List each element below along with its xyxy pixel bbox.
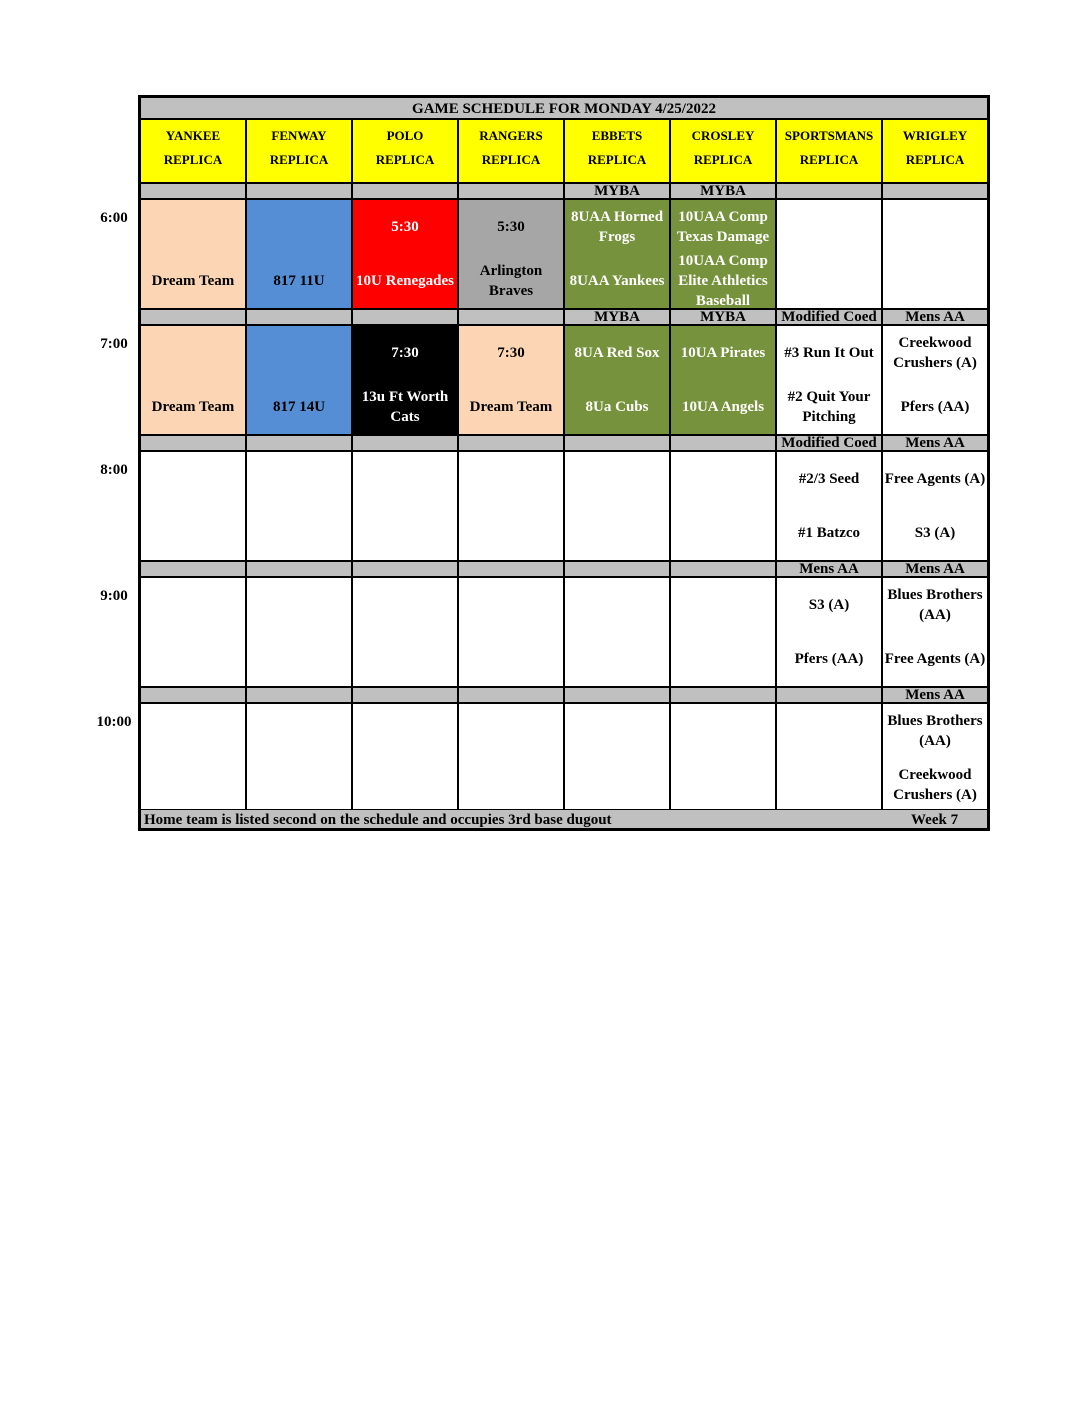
game-bottom: 8UAA Yankees [569, 273, 665, 289]
game-cell [352, 577, 458, 687]
game-bottom [247, 636, 351, 682]
division-label: MYBA [564, 309, 670, 325]
division-label [352, 561, 458, 577]
game-bottom: S3 (A) [914, 525, 956, 541]
game-top [247, 456, 351, 502]
game-cell [776, 199, 882, 309]
division-label [246, 561, 352, 577]
game-top: S3 (A) [808, 597, 850, 613]
game-bottom [141, 762, 245, 808]
game-top [141, 204, 245, 250]
game-cell [882, 451, 988, 561]
game-cell [670, 199, 776, 309]
division-label [670, 561, 776, 577]
game-top [883, 204, 987, 250]
game-cell [352, 199, 458, 309]
game-top: Blues Brothers (AA) [887, 587, 983, 623]
game-cell [140, 325, 246, 435]
division-label: MYBA [564, 183, 670, 199]
game-cell [882, 703, 988, 813]
game-bottom [353, 762, 457, 808]
field-header [246, 119, 352, 183]
game-cell [140, 451, 246, 561]
game-top [459, 456, 563, 502]
field-name: EBBETS [591, 128, 643, 143]
time-label: 9:00 [100, 588, 128, 604]
schedule-table [138, 95, 990, 831]
game-cell [564, 577, 670, 687]
game-cell [776, 577, 882, 687]
division-label [246, 183, 352, 199]
game-bottom [565, 510, 669, 556]
game-top: 10UAA Comp Texas Damage [676, 209, 770, 245]
game-top [247, 708, 351, 754]
field-name: RANGERS [479, 128, 543, 143]
division-label: Mens AA [882, 435, 988, 451]
division-label [564, 561, 670, 577]
game-bottom: Dream Team [151, 399, 235, 415]
game-bottom [459, 636, 563, 682]
division-label [564, 687, 670, 703]
field-replica: REPLICA [905, 152, 965, 167]
division-label [352, 435, 458, 451]
schedule-title: GAME SCHEDULE FOR MONDAY 4/25/2022 [140, 97, 988, 119]
game-cell [776, 451, 882, 561]
division-label [246, 309, 352, 325]
game-bottom: 817 14U [272, 399, 326, 415]
time-label: 6:00 [100, 210, 128, 226]
game-top [247, 582, 351, 628]
game-top: 5:30 [391, 219, 419, 235]
game-cell [140, 577, 246, 687]
game-cell [246, 577, 352, 687]
game-bottom [565, 636, 669, 682]
game-cell [458, 325, 564, 435]
footer-note: Home team is listed second on the schedule and occupies 3rd base dugout [144, 812, 612, 828]
game-cell [564, 325, 670, 435]
game-cell [564, 199, 670, 309]
game-bottom [671, 762, 775, 808]
division-label [776, 183, 882, 199]
field-replica: REPLICA [481, 152, 541, 167]
division-label: Modified Coed [776, 309, 882, 325]
field-name: YANKEE [165, 128, 221, 143]
division-label [458, 183, 564, 199]
field-name: WRIGLEY [902, 128, 968, 143]
game-bottom [777, 258, 881, 304]
division-label [352, 183, 458, 199]
game-bottom: #2 Quit Your Pitching [787, 389, 871, 425]
game-top [565, 456, 669, 502]
division-label [670, 435, 776, 451]
field-name: SPORTSMANS [784, 128, 874, 143]
division-label [458, 309, 564, 325]
division-label [670, 687, 776, 703]
field-replica: REPLICA [693, 152, 753, 167]
game-bottom [777, 762, 881, 808]
game-top [777, 708, 881, 754]
game-bottom: Pfers (AA) [794, 651, 864, 667]
game-bottom: 817 11U [273, 273, 325, 289]
division-label: Mens AA [882, 687, 988, 703]
game-top [247, 204, 351, 250]
division-label [564, 435, 670, 451]
game-cell [246, 451, 352, 561]
game-bottom [459, 762, 563, 808]
division-label [140, 435, 246, 451]
division-label [458, 561, 564, 577]
game-top: 10UA Pirates [680, 345, 766, 361]
schedule-footer [140, 809, 988, 829]
field-name: CROSLEY [691, 128, 755, 143]
field-replica: REPLICA [587, 152, 647, 167]
division-label [882, 183, 988, 199]
division-label [140, 183, 246, 199]
field-header [352, 119, 458, 183]
division-label: MYBA [670, 183, 776, 199]
game-bottom: Dream Team [469, 399, 553, 415]
game-cell [458, 451, 564, 561]
division-label [352, 687, 458, 703]
game-cell [776, 325, 882, 435]
field-replica: REPLICA [269, 152, 329, 167]
game-top: 5:30 [497, 219, 525, 235]
division-label: MYBA [670, 309, 776, 325]
field-replica: REPLICA [163, 152, 223, 167]
game-top [141, 330, 245, 376]
game-top: Free Agents (A) [884, 471, 986, 487]
division-label [352, 309, 458, 325]
division-label [246, 687, 352, 703]
game-bottom [883, 258, 987, 304]
game-bottom [353, 636, 457, 682]
footer-week: Week 7 [911, 812, 959, 828]
game-top [565, 582, 669, 628]
game-cell [352, 451, 458, 561]
field-name: POLO [386, 128, 424, 143]
game-bottom: Dream Team [151, 273, 235, 289]
game-cell [776, 703, 882, 813]
game-cell [670, 577, 776, 687]
game-cell [246, 199, 352, 309]
game-top: #2/3 Seed [798, 471, 860, 487]
game-bottom [141, 636, 245, 682]
game-cell [670, 451, 776, 561]
field-header [564, 119, 670, 183]
game-bottom [141, 510, 245, 556]
game-cell [352, 703, 458, 813]
game-top [353, 456, 457, 502]
division-label: Mens AA [882, 309, 988, 325]
game-bottom [353, 510, 457, 556]
game-top [353, 708, 457, 754]
division-label: Mens AA [776, 561, 882, 577]
game-top [565, 708, 669, 754]
game-cell [882, 199, 988, 309]
game-bottom: Arlington Braves [479, 263, 543, 299]
game-bottom: Free Agents (A) [884, 651, 986, 667]
division-label [458, 435, 564, 451]
game-top: 7:30 [497, 345, 525, 361]
game-bottom: 10UAA Comp Elite Athletics Baseball [678, 253, 768, 309]
division-label: Mens AA [882, 561, 988, 577]
game-cell [882, 577, 988, 687]
game-cell [246, 325, 352, 435]
game-bottom: 10UA Angels [681, 399, 765, 415]
division-label [246, 435, 352, 451]
game-top [671, 456, 775, 502]
game-top [459, 582, 563, 628]
division-label: Modified Coed [776, 435, 882, 451]
game-bottom: 10U Renegades [356, 273, 454, 289]
game-cell [458, 199, 564, 309]
field-header [776, 119, 882, 183]
game-top [141, 708, 245, 754]
game-bottom: 13u Ft Worth Cats [361, 389, 449, 425]
game-top: Creekwood Crushers (A) [893, 335, 977, 371]
game-bottom [459, 510, 563, 556]
game-top: 7:30 [391, 345, 419, 361]
game-top [459, 708, 563, 754]
field-header [140, 119, 246, 183]
division-label [140, 687, 246, 703]
division-label [776, 687, 882, 703]
game-cell [670, 703, 776, 813]
game-top [353, 582, 457, 628]
division-label [458, 687, 564, 703]
division-label [140, 561, 246, 577]
field-replica: REPLICA [375, 152, 435, 167]
field-header [458, 119, 564, 183]
game-top: #3 Run It Out [784, 345, 874, 361]
game-top: 8UAA Horned Frogs [570, 209, 664, 245]
game-top [777, 204, 881, 250]
game-bottom: #1 Batzco [797, 525, 861, 541]
field-header [670, 119, 776, 183]
game-top [141, 456, 245, 502]
time-label: 10:00 [96, 714, 132, 730]
game-cell [882, 325, 988, 435]
field-header [882, 119, 988, 183]
game-cell [140, 199, 246, 309]
game-cell [140, 703, 246, 813]
game-cell [246, 703, 352, 813]
field-name: FENWAY [271, 128, 327, 143]
game-cell [458, 577, 564, 687]
game-cell [564, 703, 670, 813]
game-bottom: 8Ua Cubs [585, 399, 649, 415]
field-replica: REPLICA [799, 152, 859, 167]
game-cell [564, 451, 670, 561]
game-top: 8UA Red Sox [574, 345, 660, 361]
game-bottom [671, 636, 775, 682]
game-cell [670, 325, 776, 435]
game-top: Blues Brothers (AA) [887, 713, 983, 749]
game-top [141, 582, 245, 628]
division-label [140, 309, 246, 325]
game-top [671, 708, 775, 754]
game-bottom [247, 510, 351, 556]
game-bottom [671, 510, 775, 556]
game-bottom [247, 762, 351, 808]
game-bottom [565, 762, 669, 808]
game-top [671, 582, 775, 628]
game-cell [352, 325, 458, 435]
game-bottom: Pfers (AA) [900, 399, 970, 415]
time-label: 7:00 [100, 336, 128, 352]
game-cell [458, 703, 564, 813]
time-label: 8:00 [100, 462, 128, 478]
game-top [247, 330, 351, 376]
game-bottom: Creekwood Crushers (A) [893, 767, 977, 803]
